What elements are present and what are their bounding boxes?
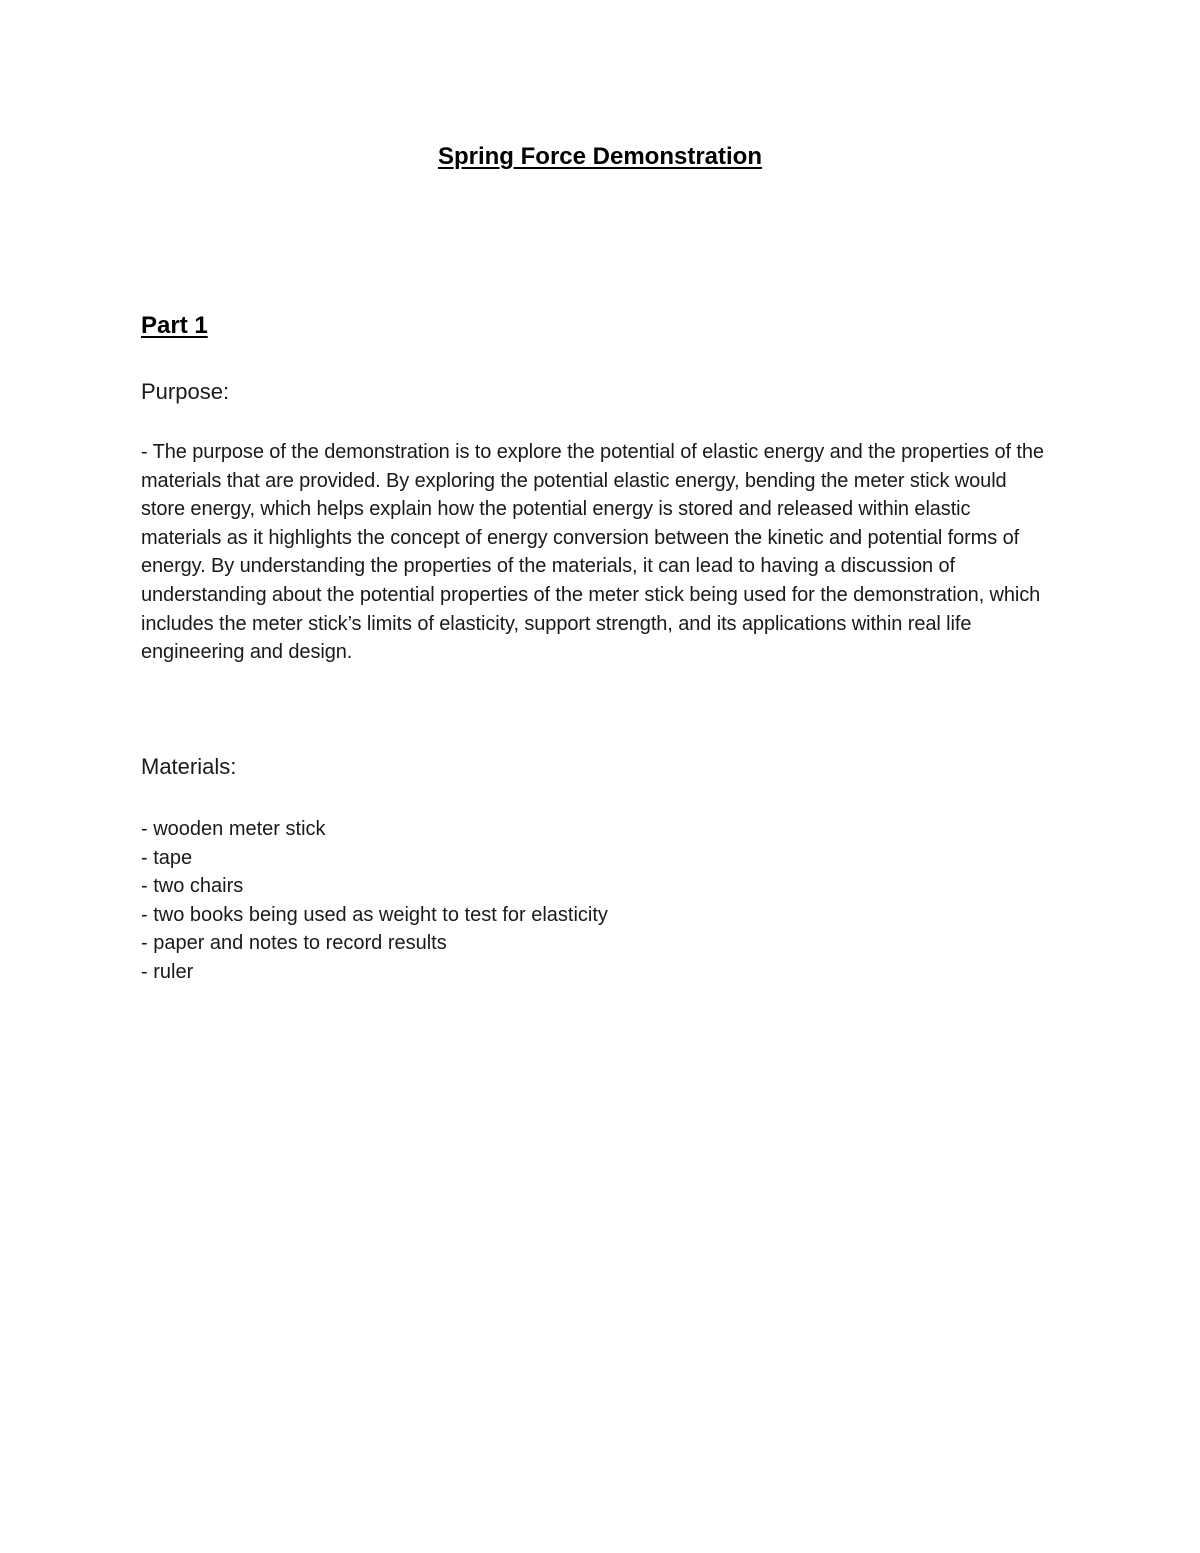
part-heading: Part 1: [141, 312, 208, 339]
materials-label: Materials:: [141, 754, 237, 779]
document-title: Spring Force Demonstration: [437, 143, 763, 170]
list-item: - tape: [141, 846, 193, 869]
list-item: - two books being used as weight to test for elasticity: [141, 903, 608, 926]
purpose-label: Purpose:: [141, 379, 230, 404]
list-item: - wooden meter stick: [141, 818, 326, 840]
list-item: - two chairs: [141, 875, 244, 898]
materials-list: [141, 815, 608, 987]
purpose-paragraph: - The purpose of the demonstration is to explore the potential of elastic energy and the properties of the materials that are provided. By exploring the potential elastic energy, bending the meter stick would store energy, which helps explain how the potential energy is stored and released within elastic materials as it highlights the concept of energy conversion between the kinetic and potential forms of energy. By understanding the properties of the materials, it can lead to having a discussion of understanding about the potential properties of the meter stick being used for the demonstration, which includes the meter stick’s limits of elasticity, support strength, and its applications within real life engineering and design.: [141, 441, 1044, 664]
list-item: - ruler: [141, 960, 194, 983]
list-item: - paper and notes to record results: [141, 932, 447, 955]
